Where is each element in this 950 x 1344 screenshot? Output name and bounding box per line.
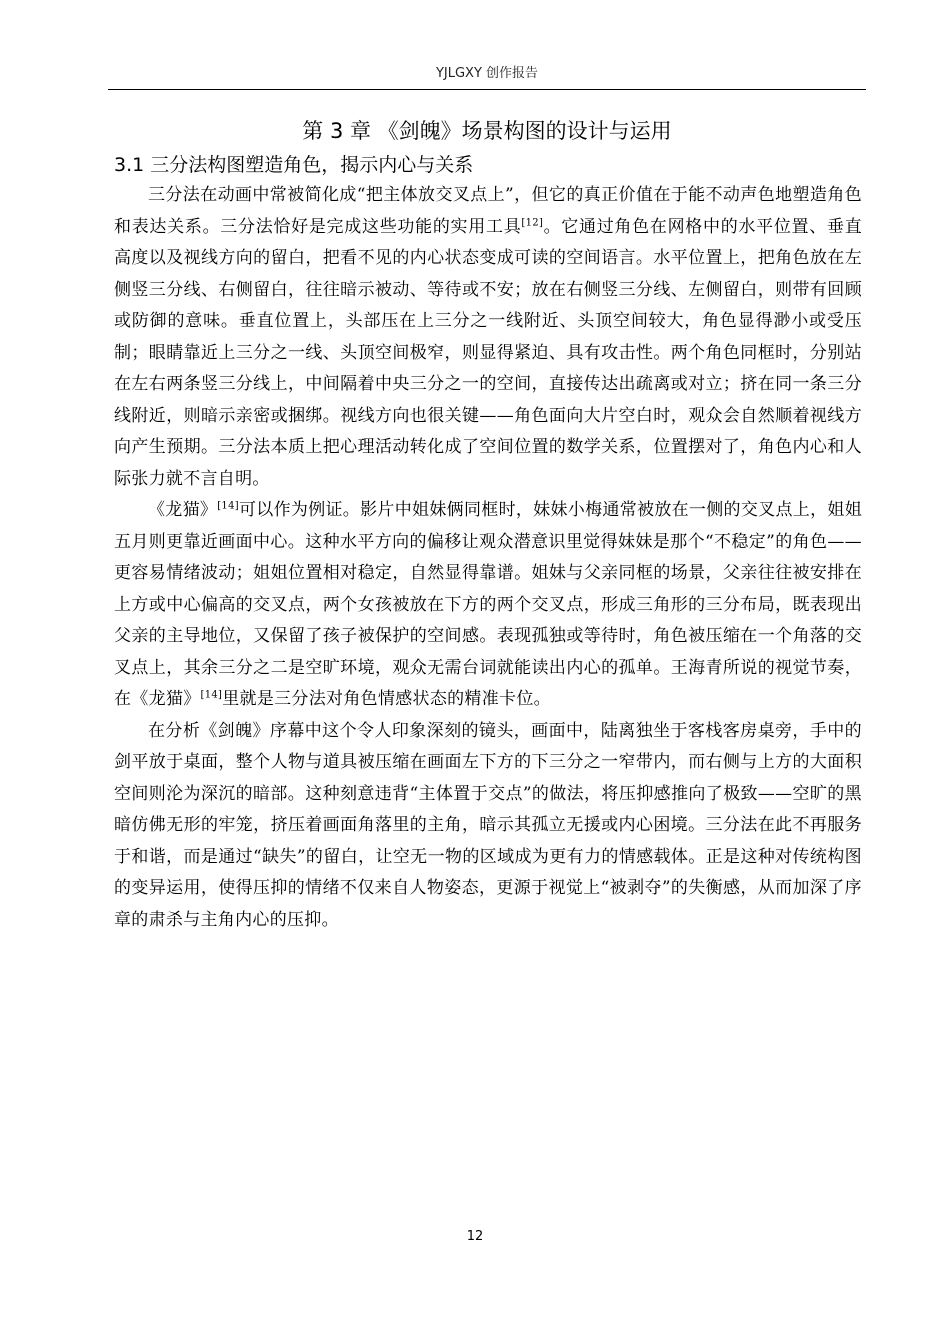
paragraph-2 [114,495,862,716]
header-rule [108,89,866,90]
page-number: 12 [466,1229,484,1244]
paragraph-3-text: 在分析《剑魄》序幕中这个令人印象深刻的镜头，画面中，陆离独坐于客栈客房桌旁，手中的剑平放于桌面，整个人物与道具被压缩在画面左下方的下三分之一窄带内，而右侧与上方的大面积空间则沦为深沉的暗部。这种刻意违背“主体置于交点”的做法，将压抑感推向了极致——空旷的黑暗仿佛无形的牢笼，挤压着画面角落里的主角，暗示其孤立无援或内心困境。三分法在此不再服务于和谐，而是通过“缺失”的留白，让空无一物的区域成为更有力的情感载体。正是这种对传统构图的变异运用，使得压抑的情绪不仅来自人物姿态，更源于视觉上“被剥夺”的失衡感，从而加深了序章的肃杀与主角内心的压抑。 [114,720,862,930]
body-text [114,180,862,936]
paragraph-1 [114,180,862,495]
page-header: YJLGXY 创作报告 [435,66,539,81]
paragraph-1-text-b: 。它通过角色在网格中的水平位置、垂直高度以及视线方向的留白，把看不见的内心状态变成可读的空间语言。水平位置上，把角色放在左侧竖三分线、右侧留白，往往暗示被动、等待或不安；放在右侧竖三分线、左侧留白，则带有回顾或防御的意味。垂直位置上，头部压在上三分之一线附近、头顶空间较大，角色显得渺小或受压制；眼睛靠近上三分之一线、头顶空间极窄，则显得紧迫、具有攻击性。两个角色同框时，分别站在左右两条竖三分线上，中间隔着中央三分之一的空间，直接传达出疏离或对立；挤在同一条三分线附近，则暗示亲密或捆绑。视线方向也很关键——角色面向大片空白时，观众会自然顺着视线方向产生预期。三分法本质上把心理活动转化成了空间位置的数学关系，位置摆对了，角色内心和人际张力就不言自明。 [114,216,862,489]
chapter-title: 第 3 章 《剑魄》场景构图的设计与运用 [302,119,672,143]
paragraph-2-text-c: 里就是三分法对角色情感状态的精准卡位。 [222,689,551,709]
paragraph-3 [114,716,862,937]
section-title: 3.1 三分法构图塑造角色，揭示内心与关系 [114,154,474,176]
paragraph-2-text-b: 可以作为例证。影片中姐妹俩同框时，妹妹小梅通常被放在一侧的交叉点上，姐姐五月则更靠近画面中心。这种水平方向的偏移让观众潜意识里觉得妹妹是那个“不稳定”的角色——更容易情绪波动；姐姐位置相对稳定，自然显得靠谱。姐妹与父亲同框的场景，父亲往往被安排在上方或中心偏高的交叉点，两个女孩被放在下方的两个交叉点，形成三角形的三分布局，既表现出父亲的主导地位，又保留了孩子被保护的空间感。表现孤独或等待时，角色被压缩在一个角落的交叉点上，其余三分之二是空旷环境，观众无需台词就能读出内心的孤单。王海青所说的视觉节奏，在《龙猫》 [114,500,862,709]
paragraph-2-text-a: 《龙猫》 [148,500,218,520]
citation-14-second: [14] [200,689,223,701]
citation-12: [12] [521,216,544,228]
citation-14-first: [14] [217,500,239,512]
paragraph-1-text-a: 三分法在动画中常被简化成“把主体放交叉点上”，但它的真正价值在于能不动声色地塑造角色和表达关系。三分法恰好是完成这些功能的实用工具 [114,185,862,237]
